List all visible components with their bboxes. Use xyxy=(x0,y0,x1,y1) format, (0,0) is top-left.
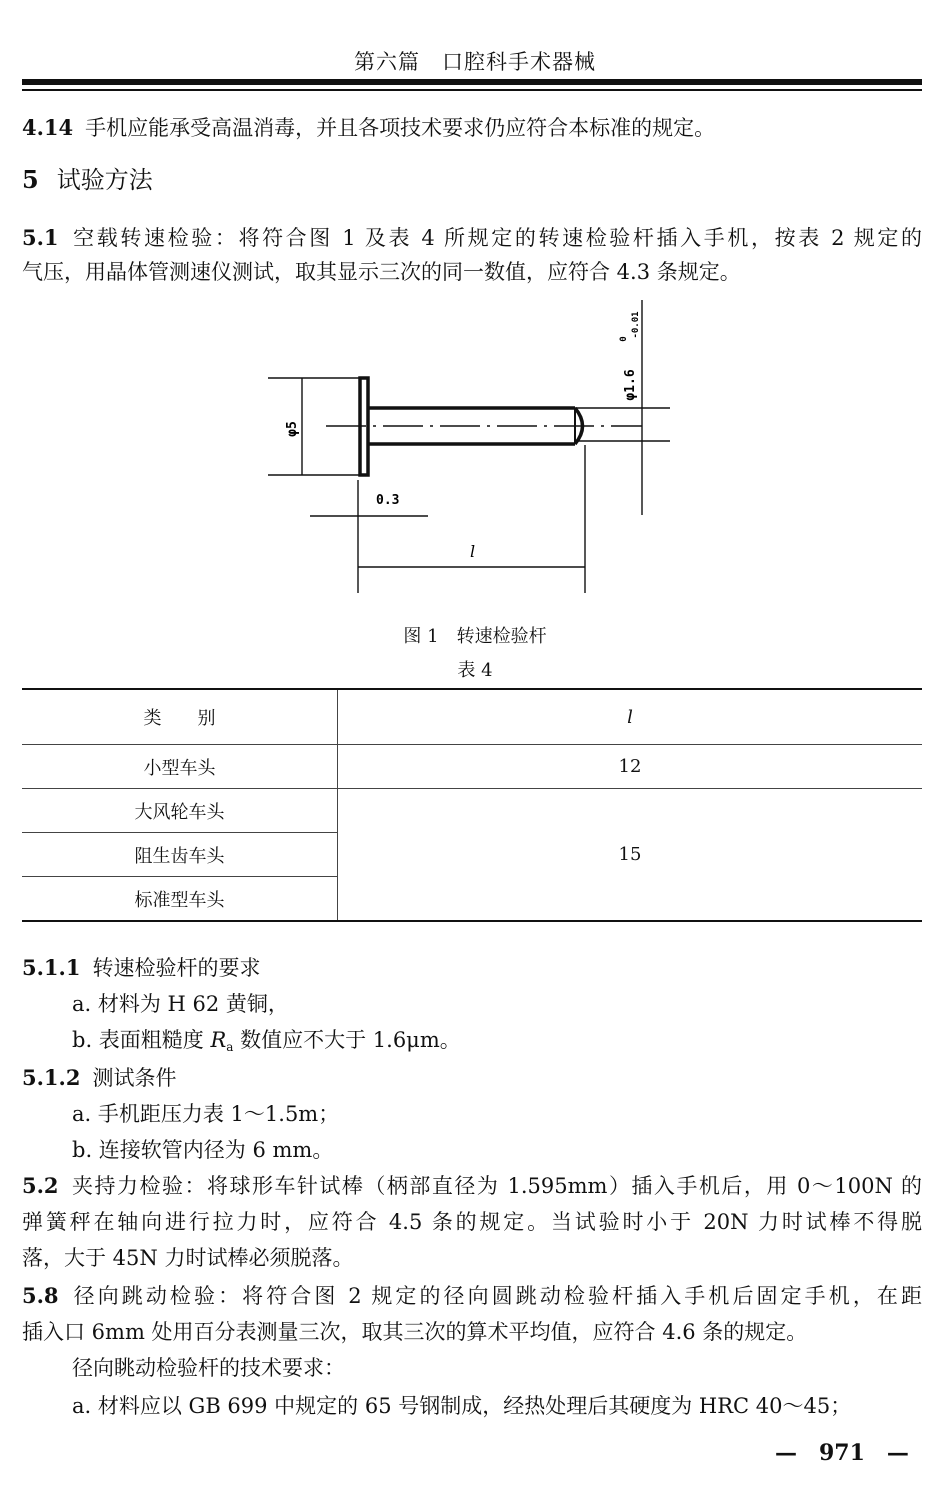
clause-5-2-line1 xyxy=(22,1170,922,1202)
clause-5-1-1-item-a: a. 材料为 H 62 黄铜， xyxy=(72,992,289,1016)
table-cell-type: 小型车头 xyxy=(22,745,338,789)
clause-number: 5.1 xyxy=(22,225,59,250)
table-header-row xyxy=(22,689,922,745)
speed-test-rod-drawing xyxy=(230,295,690,600)
dim-label-0-3: 0.3 xyxy=(376,493,400,508)
table-row xyxy=(22,745,922,789)
table-row xyxy=(22,789,922,833)
roughness-subscript: a xyxy=(226,1040,234,1054)
clause-number: 5.1.2 xyxy=(22,1065,81,1090)
clause-number: 4.14 xyxy=(22,115,74,140)
clause-text: 夹持力检验：将球形车针试棒（柄部直径为 1.595mm）插入手机后，用 0～100N 的 xyxy=(70,1174,922,1198)
clause-5-8-line2: 插入口 6mm 处用百分表测量三次，取其三次的算术平均值，应符合 4.6 条的规定。 xyxy=(22,1320,808,1344)
section-5-heading xyxy=(22,164,922,196)
figure-caption: 图 1 转速检验杆 xyxy=(403,626,547,647)
section-title: 试验方法 xyxy=(56,166,153,194)
clause-number: 5.1.1 xyxy=(22,955,81,980)
table-title: 表 4 xyxy=(457,660,493,681)
clause-5-1-2-item-b: b. 连接软管内径为 6 mm。 xyxy=(72,1138,334,1162)
item-text: b. 表面粗糙度 xyxy=(72,1028,211,1052)
roughness-symbol: R xyxy=(210,1028,227,1052)
dim-tolerance-upper: 0 xyxy=(619,336,629,342)
table-header-category: 类 别 xyxy=(22,689,338,745)
table-header-l: l xyxy=(627,706,633,728)
table-cell-type: 阻生齿车头 xyxy=(22,833,338,877)
clause-number: 5.2 xyxy=(22,1173,59,1198)
table-4 xyxy=(22,688,922,922)
clause-5-8-line3: 径向眺动检验杆的技术要求： xyxy=(72,1356,345,1380)
clause-title: 测试条件 xyxy=(92,1066,177,1090)
clause-number: 5.8 xyxy=(22,1283,59,1308)
clause-text: 手机应能承受高温消毒，并且各项技术要求仍应符合本标准的规定。 xyxy=(85,116,716,140)
header-rule-thick xyxy=(22,79,922,85)
clause-5-2-line2: 弹簧秤在轴向进行拉力时，应符合 4.5 条的规定。当试验时小于 20N 力时试棒不得脱 xyxy=(22,1210,922,1234)
dim-label-d5: φ5 xyxy=(285,421,300,437)
dim-tolerance-lower: -0.01 xyxy=(631,311,641,339)
section-number: 5 xyxy=(22,165,39,194)
clause-5-1-line2: 气压，用晶体管测速仪测试，取其显示三次的同一数值，应符合 4.3 条规定。 xyxy=(22,260,741,284)
table-cell-value: 12 xyxy=(338,745,923,789)
clause-5-1-1-item-b xyxy=(72,1024,922,1063)
page-number: — 971 — xyxy=(775,1440,909,1466)
table-cell-type: 大风轮车头 xyxy=(22,789,338,833)
dim-label-d16: φ1.6 xyxy=(623,369,638,401)
clause-4-14 xyxy=(22,112,922,144)
clause-title: 转速检验杆的要求 xyxy=(92,956,261,980)
clause-5-1-line1 xyxy=(22,222,922,254)
clause-5-1-2-item-a: a. 手机距压力表 1～1.5m； xyxy=(72,1102,340,1126)
dim-label-l: l xyxy=(470,542,476,561)
clause-5-2-line3: 落，大于 45N 力时试棒必须脱落。 xyxy=(22,1246,354,1270)
clause-text: 空载转速检验：将符合图 1 及表 4 所规定的转速检验杆插入手机，按表 2 规定的 xyxy=(70,226,922,250)
table-cell-value: 15 xyxy=(338,789,923,922)
page-header-title: 第六篇 口腔科手术器械 xyxy=(354,50,596,74)
clause-5-8-line1 xyxy=(22,1280,922,1312)
clause-5-8-line4: a. 材料应以 GB 699 中规定的 65 号钢制成，经热处理后其硬度为 HRC 40～45； xyxy=(72,1394,852,1418)
clause-text: 径向跳动检验：将符合图 2 规定的径向圆跳动检验杆插入手机后固定手机，在距 xyxy=(70,1284,922,1308)
item-text: 数值应不大于 1.6μm。 xyxy=(233,1028,461,1052)
clause-5-1-1-heading xyxy=(22,952,922,984)
header-rule-thin xyxy=(22,89,922,91)
table-cell-type: 标准型车头 xyxy=(22,877,338,922)
clause-5-1-2-heading xyxy=(22,1062,922,1094)
